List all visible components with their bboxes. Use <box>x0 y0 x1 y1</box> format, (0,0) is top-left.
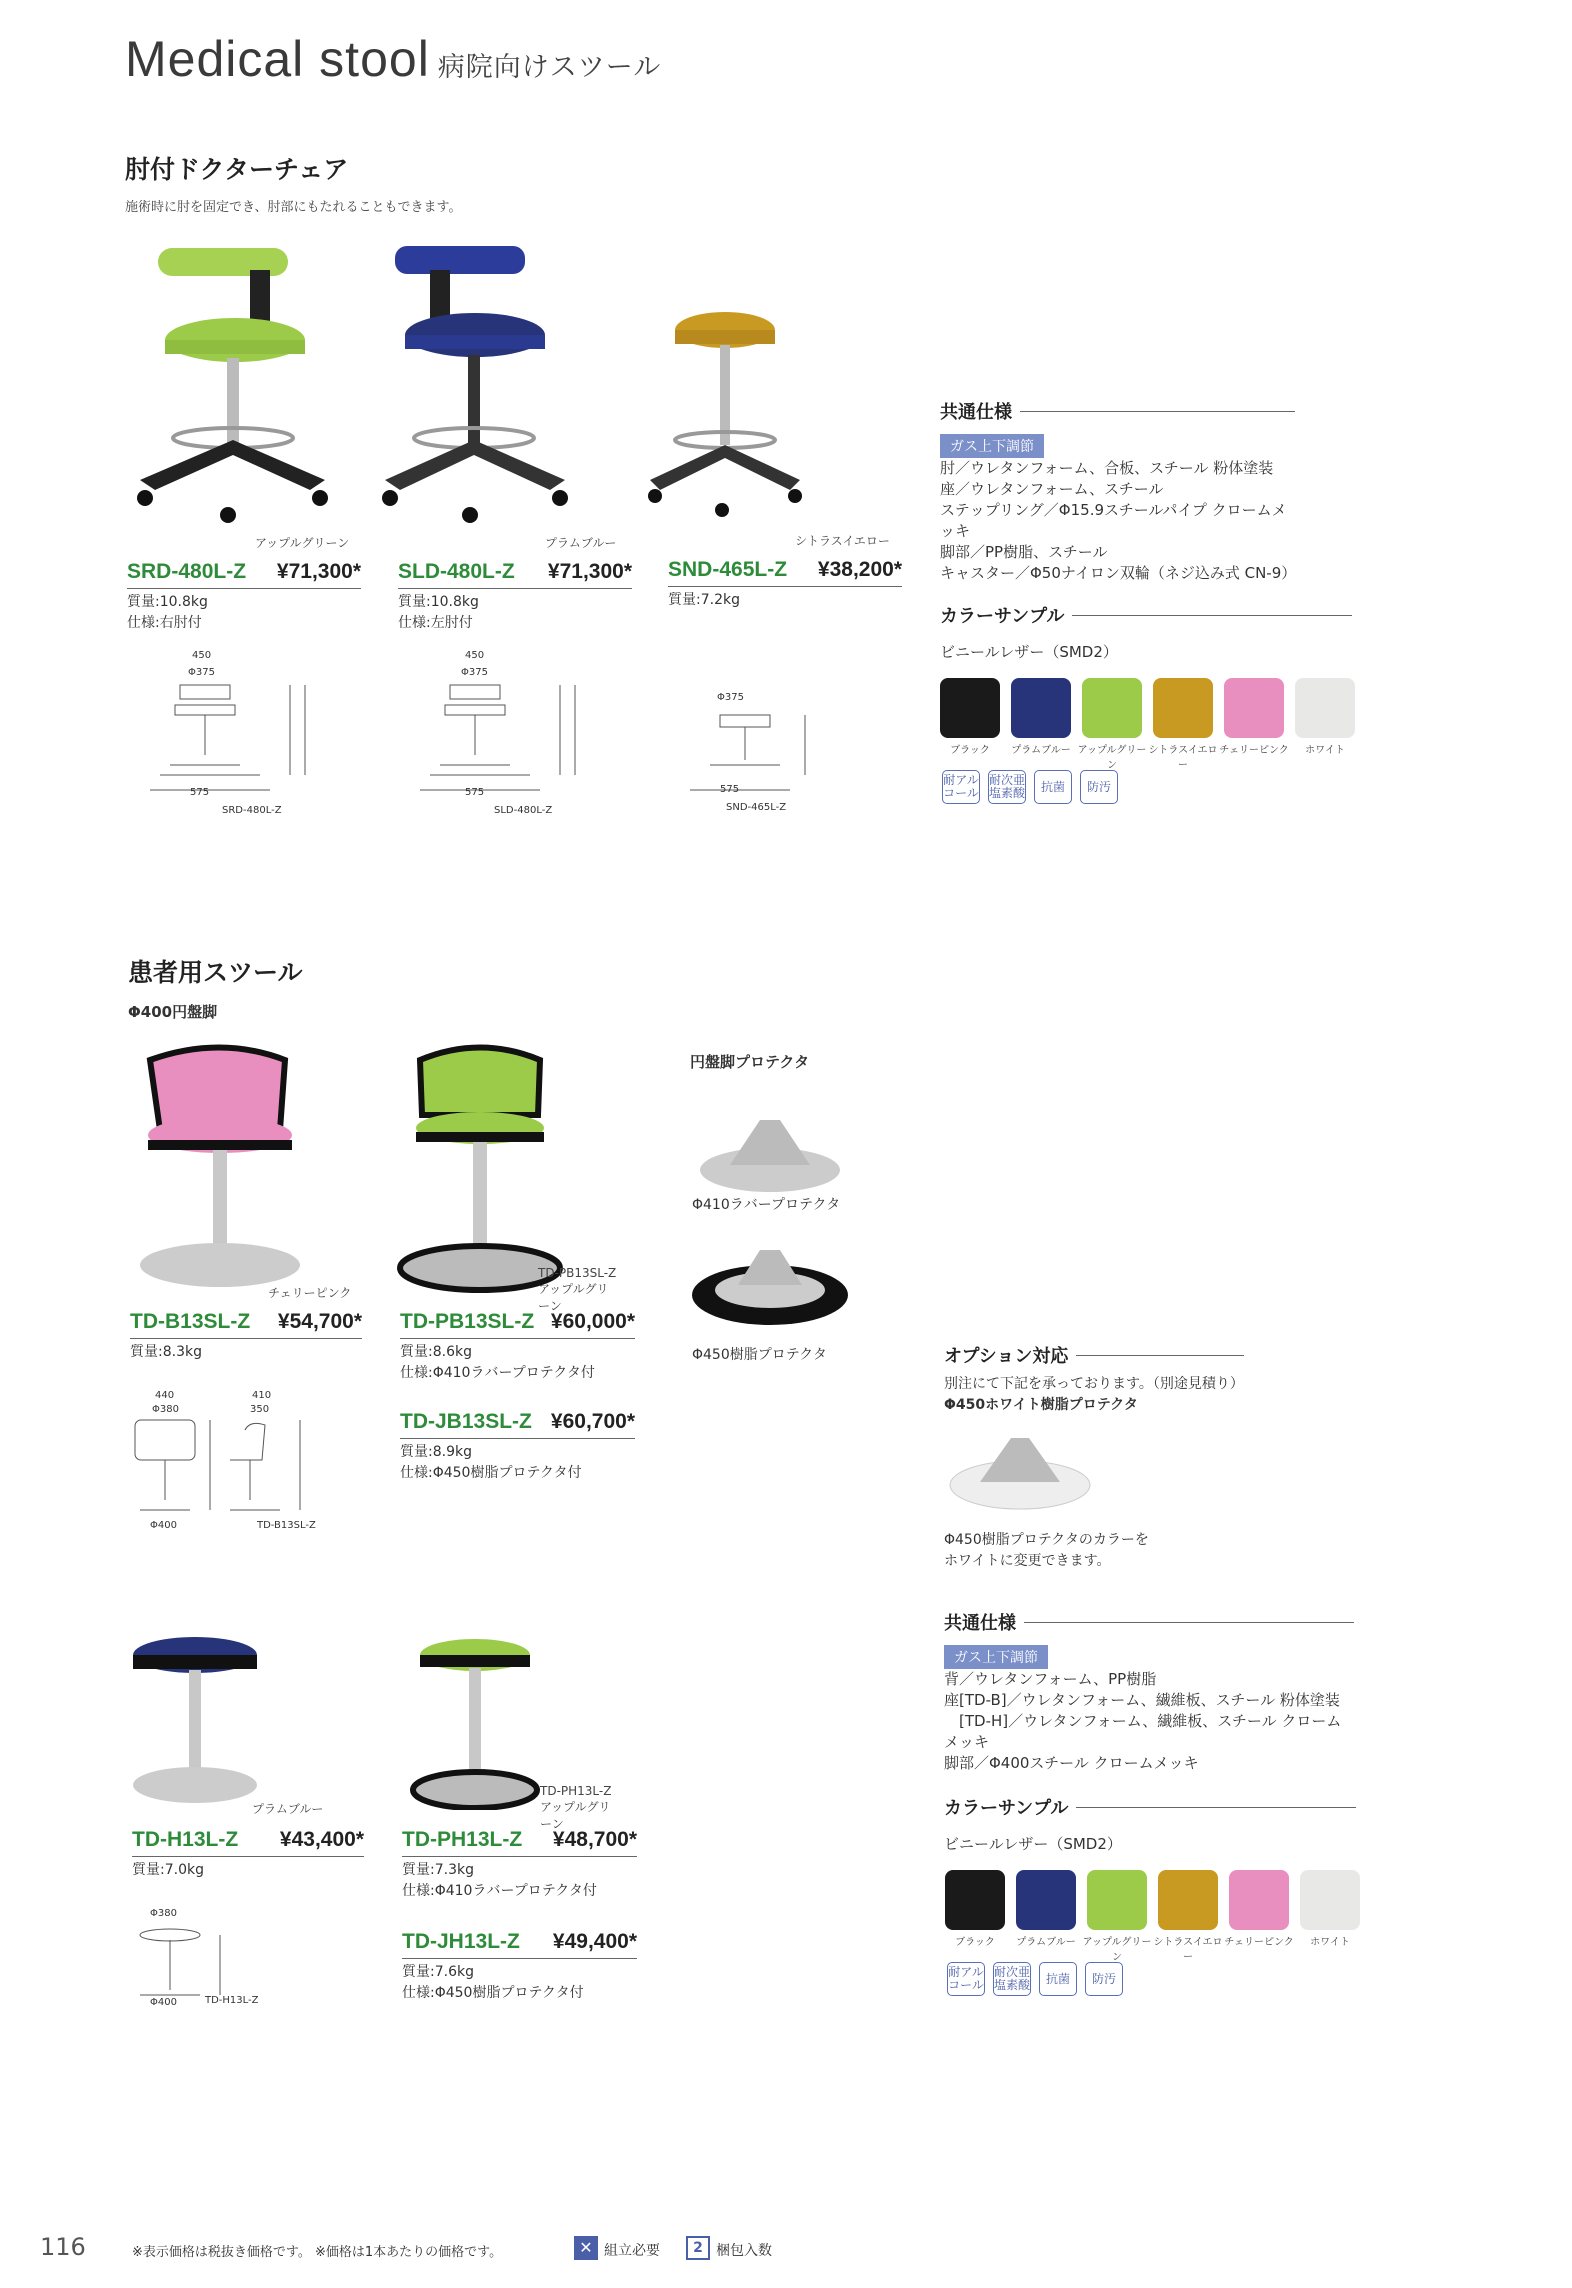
spec-weight: 質量:7.2kg <box>668 592 740 608</box>
swatch-label: アップルグリーン <box>1077 745 1147 771</box>
spec-weight: 質量:8.6kg <box>400 1344 472 1360</box>
dim: Φ400 <box>150 1997 177 2008</box>
dim: 350 <box>250 1404 270 1415</box>
swatch-cherry-pink <box>1224 678 1284 738</box>
spec-title: 共通仕様 <box>940 402 1012 423</box>
swatch-label: プラムブルー <box>1011 745 1071 756</box>
spec-detail: 仕様:左肘付 <box>398 615 473 631</box>
protector-410-label: Φ410ラバープロテクタ <box>692 1197 841 1213</box>
dim: Φ380 <box>150 1908 177 1919</box>
spec-detail: 仕様:右肘付 <box>127 615 202 631</box>
dim: Φ400 <box>150 1520 177 1531</box>
product-price: ¥54,700* <box>277 1310 362 1333</box>
swatch-apple-green <box>1087 1870 1147 1930</box>
antibacterial-icon: 抗菌 <box>1039 1962 1077 1996</box>
section-title-doctor-chair: 肘付ドクターチェア <box>125 155 349 184</box>
dimension-drawing-b13 <box>130 1400 340 1530</box>
product-td-jh13 <box>402 1930 637 2004</box>
spec-weight: 質量:10.8kg <box>398 594 479 610</box>
product-td-jb13 <box>400 1410 635 1484</box>
feature-icons-1 <box>942 770 1162 806</box>
spec-line: 座／ウレタンフォーム、スチール <box>940 480 1164 498</box>
spec-weight: 質量:10.8kg <box>127 594 208 610</box>
swatch-label: ブラック <box>950 745 990 756</box>
spec-detail: 仕様:Φ410ラバープロテクタ付 <box>400 1365 595 1381</box>
swatch-citrus-yellow <box>1153 678 1213 738</box>
swatch-labels-2 <box>940 1933 1380 1963</box>
product-srd <box>127 560 361 634</box>
spec-weight: 質量:8.9kg <box>400 1444 472 1460</box>
hypochlorite-resistant-icon: 耐次亜 塩素酸 <box>993 1962 1031 1996</box>
alcohol-resistant-icon: 耐アル コール <box>942 770 980 804</box>
swatch-apple-green <box>1082 678 1142 738</box>
section-sub: Φ400円盤脚 <box>128 1003 218 1021</box>
footer-note: ※表示価格は税抜き価格です。 ※価格は1本あたりの価格です。 <box>132 2245 503 2260</box>
pack-count-icon: 2 <box>686 2236 710 2260</box>
spec-line: 脚部／PP樹脂、スチール <box>940 543 1108 561</box>
spec-line: 座[TD-B]／ウレタンフォーム、繊維板、スチール 粉体塗装 <box>944 1691 1340 1709</box>
product-code: TD-JB13SL-Z <box>400 1410 532 1433</box>
swatch-label: プラムブルー <box>1016 1937 1076 1948</box>
product-code: SRD-480L-Z <box>127 560 247 583</box>
spec-detail: 仕様:Φ410ラバープロテクタ付 <box>402 1883 597 1899</box>
option-line: 別注にて下記を承っております。（別途見積り） <box>944 1376 1244 1392</box>
dim-375: Φ375 <box>717 692 744 703</box>
product-code: TD-PH13L-Z <box>402 1828 523 1851</box>
common-spec-2 <box>944 1609 1354 1774</box>
dim-caption: SLD-480L-Z <box>494 805 553 816</box>
swatch-row-2 <box>945 1870 1365 1930</box>
dim-caption: SND-465L-Z <box>726 802 787 813</box>
spec-line: 脚部／Φ400スチール クロームメッキ <box>944 1754 1199 1772</box>
spec-weight: 質量:7.3kg <box>402 1862 474 1878</box>
swatch-label: チェリーピンク <box>1219 745 1289 756</box>
color-sample-title: カラーサンプル <box>944 1798 1069 1819</box>
product-price: ¥48,700* <box>552 1828 637 1851</box>
swatch-label: シトラスイエロー <box>1153 1937 1223 1963</box>
swatch-row-1 <box>940 678 1360 738</box>
swatch-label: チェリーピンク <box>1224 1937 1294 1948</box>
swatch-plum-blue <box>1016 1870 1076 1930</box>
doctor-chair-images <box>120 240 920 540</box>
product-code: TD-H13L-Z <box>132 1828 239 1851</box>
product-code: TD-JH13L-Z <box>402 1930 520 1953</box>
product-td-b13 <box>130 1310 362 1363</box>
dim-450: 450 <box>465 650 485 661</box>
dim-caption: SRD-480L-Z <box>222 805 282 816</box>
section-title-patient-stool: 患者用スツール <box>128 958 303 987</box>
product-price: ¥71,300* <box>276 560 361 583</box>
h13-stool-images <box>120 1630 680 1810</box>
product-price: ¥60,000* <box>550 1310 635 1333</box>
spec-weight: 質量:8.3kg <box>130 1344 202 1360</box>
page-title: Medical stool 病院向けスツール <box>125 31 662 87</box>
antifouling-icon: 防汚 <box>1085 1962 1123 1996</box>
spec-line: キャスター／Φ50ナイロン双輪（ネジ込み式 CN-9） <box>940 564 1297 582</box>
dim-575: 575 <box>720 784 740 795</box>
dim-575: 575 <box>190 787 210 798</box>
color-label-pb13: TD-PB13SL-Z アップルグリーン <box>538 1266 617 1313</box>
product-code: SLD-480L-Z <box>398 560 515 583</box>
spec-title: 共通仕様 <box>944 1613 1016 1634</box>
color-label-b13: チェリーピンク <box>268 1286 352 1300</box>
spec-badge: ガス上下調節 <box>940 434 1044 458</box>
swatch-label: ホワイト <box>1305 745 1345 756</box>
common-spec-1 <box>940 398 1295 584</box>
pack-label: 梱包入数 <box>716 2243 772 2259</box>
swatch-plum-blue <box>1011 678 1071 738</box>
swatch-label: アップルグリーン <box>1082 1937 1152 1963</box>
option-line: ホワイトに変更できます。 <box>944 1553 1111 1569</box>
swatch-label: ブラック <box>955 1937 995 1948</box>
color-sample-1 <box>940 602 1352 663</box>
spec-line: [TD-H]／ウレタンフォーム、繊維板、スチール クロームメッキ <box>944 1712 1342 1751</box>
color-label-2: プラムブルー <box>545 536 617 550</box>
swatch-white <box>1300 1870 1360 1930</box>
color-sample-title: カラーサンプル <box>940 606 1065 627</box>
color-sample-sub: ビニールレザー（SMD2） <box>940 643 1118 661</box>
spec-line: ステップリング／Φ15.9スチールパイプ クロームメッキ <box>940 501 1287 540</box>
feature-icons-2 <box>947 1962 1167 1998</box>
swatch-labels-1 <box>935 741 1375 771</box>
product-sld <box>398 560 632 634</box>
antifouling-icon: 防汚 <box>1080 770 1118 804</box>
product-price: ¥60,700* <box>550 1410 635 1433</box>
patient-stool-images <box>120 1040 680 1300</box>
option-line: Φ450樹脂プロテクタのカラーを <box>944 1532 1149 1548</box>
product-td-h13 <box>132 1828 364 1881</box>
swatch-citrus-yellow <box>1158 1870 1218 1930</box>
option-block <box>944 1342 1244 1416</box>
dim: 440 <box>155 1390 175 1401</box>
color-sample-2 <box>944 1794 1356 1855</box>
assemble-label: 組立必要 <box>604 2243 660 2259</box>
alcohol-resistant-icon: 耐アル コール <box>947 1962 985 1996</box>
protector-images <box>690 1080 860 1360</box>
white-protector-image <box>945 1430 1095 1520</box>
color-label-3: シトラスイエロー <box>795 534 890 548</box>
product-snd <box>668 558 902 611</box>
assemble-icon: ✕ <box>574 2236 598 2260</box>
protector-title: 円盤脚プロテクタ <box>690 1053 810 1071</box>
dim-375: Φ375 <box>188 667 215 678</box>
option-title: オプション対応 <box>944 1346 1069 1367</box>
spec-line: 背／ウレタンフォーム、PP樹脂 <box>944 1670 1157 1688</box>
dimension-drawings-1 <box>140 645 920 825</box>
antibacterial-icon: 抗菌 <box>1034 770 1072 804</box>
swatch-black <box>940 678 1000 738</box>
product-td-pb13 <box>400 1310 635 1384</box>
spec-badge: ガス上下調節 <box>944 1645 1048 1669</box>
swatch-cherry-pink <box>1229 1870 1289 1930</box>
swatch-label: ホワイト <box>1310 1937 1350 1948</box>
color-label-h13: プラムブルー <box>252 1802 324 1816</box>
color-label-ph13: TD-PH13L-Z アップルグリーン <box>540 1784 612 1831</box>
swatch-label: シトラスイエロー <box>1148 745 1218 771</box>
spec-detail: 仕様:Φ450樹脂プロテクタ付 <box>402 1985 584 2001</box>
product-code: SND-465L-Z <box>668 558 788 581</box>
dim-450: 450 <box>192 650 212 661</box>
product-code: TD-PB13SL-Z <box>400 1310 535 1333</box>
dim: Φ380 <box>152 1404 179 1415</box>
product-td-ph13 <box>402 1828 637 1902</box>
product-price: ¥71,300* <box>547 560 632 583</box>
spec-weight: 質量:7.6kg <box>402 1964 474 1980</box>
spec-weight: 質量:7.0kg <box>132 1862 204 1878</box>
dim-575: 575 <box>465 787 485 798</box>
color-label-1: アップルグリーン <box>255 536 350 550</box>
section-desc: 施術時に肘を固定でき、肘部にもたれることもできます。 <box>125 200 462 215</box>
spec-detail: 仕様:Φ450樹脂プロテクタ付 <box>400 1465 582 1481</box>
option-line: Φ450ホワイト樹脂プロテクタ <box>944 1397 1138 1413</box>
product-code: TD-B13SL-Z <box>130 1310 251 1333</box>
hypochlorite-resistant-icon: 耐次亜 塩素酸 <box>988 770 1026 804</box>
dim-caption: TD-B13SL-Z <box>257 1520 316 1531</box>
dim-375: Φ375 <box>461 667 488 678</box>
product-price: ¥38,200* <box>817 558 902 581</box>
dim: 410 <box>252 1390 272 1401</box>
dim-caption: TD-H13L-Z <box>205 1995 259 2006</box>
protector-450-label: Φ450樹脂プロテクタ <box>692 1347 827 1363</box>
color-sample-sub: ビニールレザー（SMD2） <box>944 1835 1122 1853</box>
product-price: ¥43,400* <box>279 1828 364 1851</box>
spec-line: 肘／ウレタンフォーム、合板、スチール 粉体塗装 <box>940 459 1274 477</box>
page-number: 116 <box>40 2233 86 2261</box>
swatch-black <box>945 1870 1005 1930</box>
product-price: ¥49,400* <box>552 1930 637 1953</box>
swatch-white <box>1295 678 1355 738</box>
